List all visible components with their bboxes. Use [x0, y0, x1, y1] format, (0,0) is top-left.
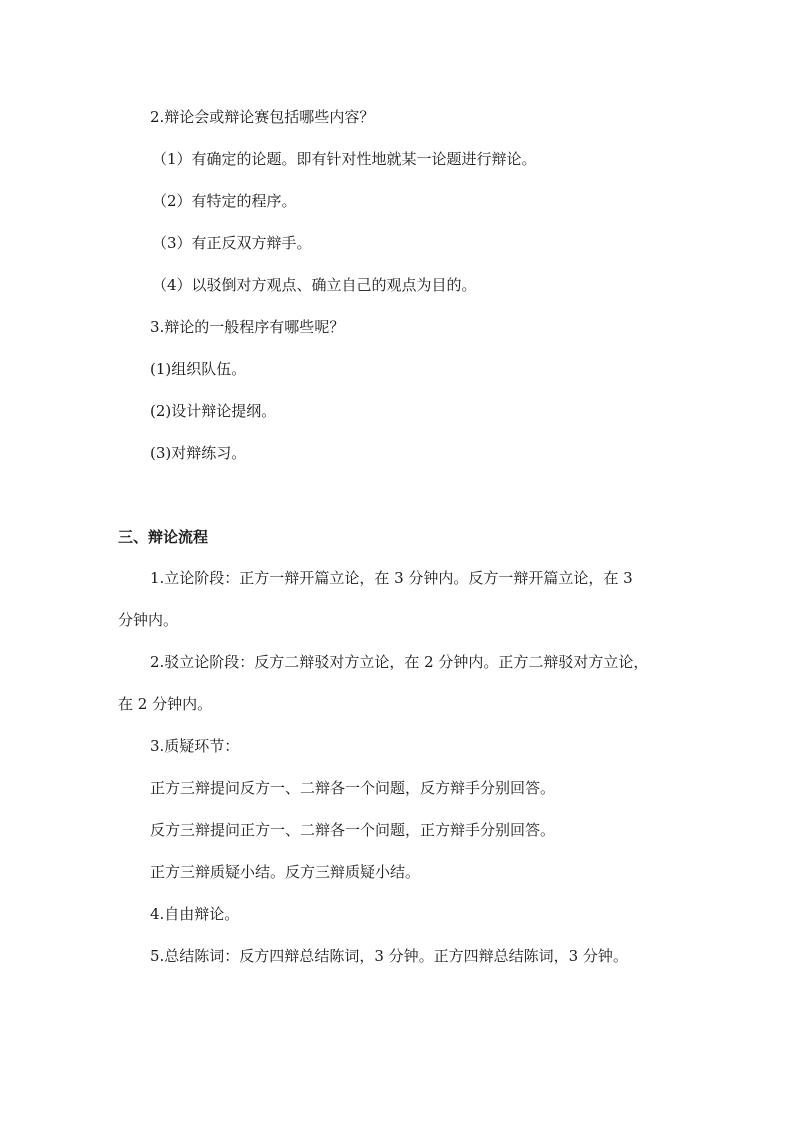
list-item: 反方三辩提问正方一、二辩各一个问题，正方辩手分别回答。 [150, 821, 556, 839]
list-item: （4）以驳倒对方观点、确立自己的观点为目的。 [152, 276, 477, 294]
list-item: （2）有特定的程序。 [152, 192, 297, 210]
paragraph-1-line-1: 1.立论阶段：正方一辩开篇立论，在 3 分钟内。反方一辩开篇立论，在 3 [150, 569, 633, 587]
list-item: （3）有正反双方辩手。 [152, 234, 312, 252]
paragraph-3: 3.质疑环节： [150, 737, 240, 755]
paragraph-2-line-1: 2.驳立论阶段：反方二辩驳对方立论，在 2 分钟内。正方二辩驳对方立论， [150, 653, 649, 671]
list-item: (3)对辩练习。 [150, 444, 247, 462]
section-heading: 三、辩论流程 [118, 528, 209, 546]
paragraph-5: 5.总结陈词：反方四辩总结陈词，3 分钟。正方四辩总结陈词，3 分钟。 [150, 947, 628, 965]
question-2: 2.辩论会或辩论赛包括哪些内容？ [150, 108, 375, 126]
question-3: 3.辩论的一般程序有哪些呢？ [150, 318, 345, 336]
list-item: 正方三辩提问反方一、二辩各一个问题，反方辩手分别回答。 [150, 779, 556, 797]
paragraph-1-line-2: 分钟内。 [118, 611, 179, 629]
paragraph-4: 4.自由辩论。 [150, 905, 240, 923]
paragraph-2-line-2: 在 2 分钟内。 [118, 695, 213, 713]
list-item: (2)设计辩论提纲。 [150, 402, 277, 420]
list-item: (1)组织队伍。 [150, 360, 247, 378]
list-item: （1）有确定的论题。即有针对性地就某一论题进行辩论。 [152, 150, 537, 168]
list-item: 正方三辩质疑小结。反方三辩质疑小结。 [150, 863, 421, 881]
